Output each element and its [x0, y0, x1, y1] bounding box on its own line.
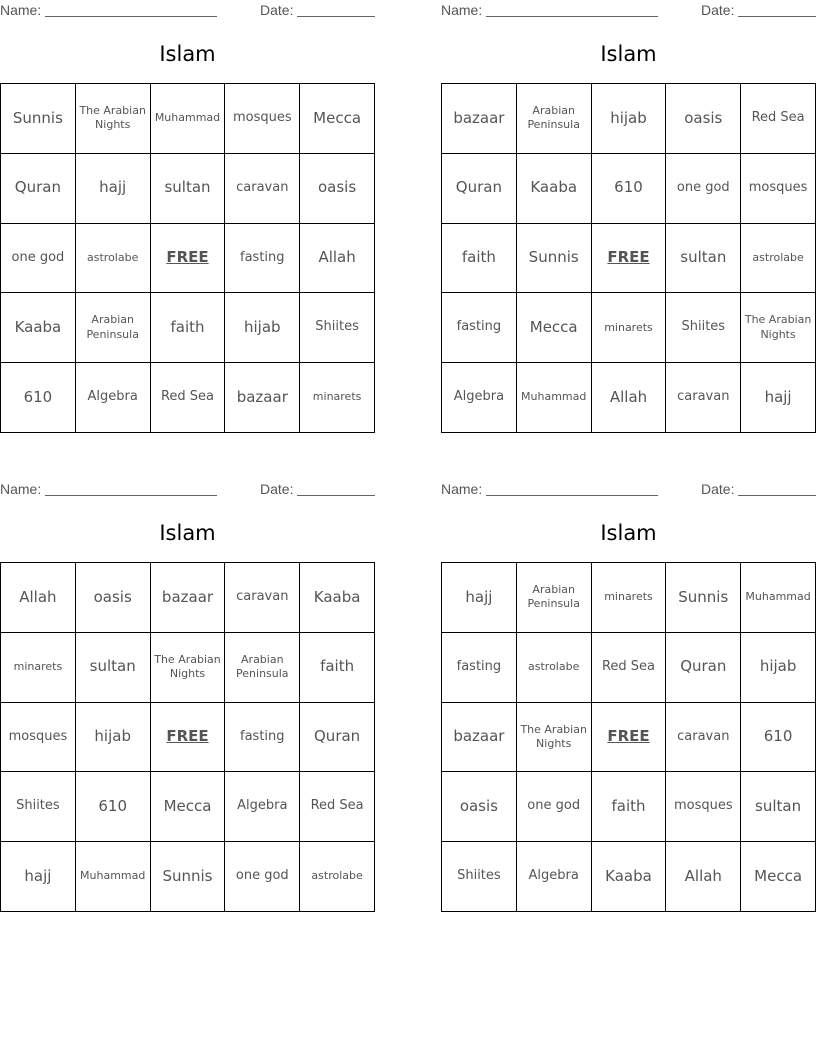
date-line [738, 16, 816, 17]
bingo-cell: The Arabian Nights [151, 633, 226, 703]
bingo-cell: Sunnis [151, 842, 226, 912]
bingo-cell: one god [666, 154, 741, 224]
name-line [45, 495, 217, 496]
free-space: FREE [592, 703, 667, 773]
bingo-cell: Kaaba [592, 842, 667, 912]
bingo-cell: 610 [76, 772, 151, 842]
bingo-cell: Arabian Peninsula [517, 563, 592, 633]
bingo-cell: one god [517, 772, 592, 842]
bingo-cell: Sunnis [1, 84, 76, 154]
bingo-cell: fasting [442, 633, 517, 703]
card-title: Islam [159, 42, 216, 66]
bingo-cell: Quran [442, 154, 517, 224]
bingo-cell: hajj [741, 363, 816, 433]
bingo-cell: hajj [442, 563, 517, 633]
bingo-cell: minarets [300, 363, 375, 433]
bingo-cell: Allah [592, 363, 667, 433]
bingo-cell: Mecca [151, 772, 226, 842]
bingo-cell: Sunnis [666, 563, 741, 633]
bingo-cell: Red Sea [300, 772, 375, 842]
date-label: Date: [260, 2, 294, 18]
bingo-cell: sultan [741, 772, 816, 842]
bingo-cell: astrolabe [517, 633, 592, 703]
bingo-cell: Red Sea [741, 84, 816, 154]
bingo-cell: 610 [1, 363, 76, 433]
card-title: Islam [600, 521, 657, 545]
bingo-cell: Kaaba [517, 154, 592, 224]
name-label: Name: [0, 481, 42, 497]
date-label: Date: [701, 481, 735, 497]
bingo-cell: sultan [76, 633, 151, 703]
bingo-cell: The Arabian Nights [517, 703, 592, 773]
date-line [738, 495, 816, 496]
bingo-cell: oasis [442, 772, 517, 842]
bingo-grid [0, 562, 375, 912]
bingo-cell: mosques [741, 154, 816, 224]
bingo-cell: Kaaba [1, 293, 76, 363]
bingo-card-3 [0, 479, 375, 919]
bingo-cell: Allah [300, 224, 375, 294]
free-space: FREE [592, 224, 667, 294]
bingo-cell: Shiites [442, 842, 517, 912]
card-title: Islam [600, 42, 657, 66]
bingo-cell: Algebra [76, 363, 151, 433]
bingo-cell: hijab [592, 84, 667, 154]
free-space: FREE [151, 224, 226, 294]
bingo-cell: mosques [225, 84, 300, 154]
bingo-cell: astrolabe [741, 224, 816, 294]
bingo-cell: Muhammad [517, 363, 592, 433]
date-line [297, 16, 375, 17]
bingo-cell: minarets [1, 633, 76, 703]
bingo-cell: hajj [1, 842, 76, 912]
date-label: Date: [260, 481, 294, 497]
name-line [486, 16, 658, 17]
bingo-cell: hijab [225, 293, 300, 363]
bingo-cell: faith [151, 293, 226, 363]
bingo-cell: caravan [666, 703, 741, 773]
bingo-cell: Algebra [517, 842, 592, 912]
bingo-cell: faith [592, 772, 667, 842]
bingo-cell: The Arabian Nights [741, 293, 816, 363]
bingo-cell: Red Sea [592, 633, 667, 703]
bingo-cell: mosques [666, 772, 741, 842]
bingo-cell: one god [225, 842, 300, 912]
bingo-cell: 610 [741, 703, 816, 773]
bingo-cell: fasting [225, 703, 300, 773]
bingo-cell: Red Sea [151, 363, 226, 433]
name-label: Name: [441, 2, 483, 18]
bingo-cell: Muhammad [151, 84, 226, 154]
bingo-cell: one god [1, 224, 76, 294]
name-label: Name: [0, 2, 42, 18]
bingo-cell: oasis [666, 84, 741, 154]
free-space: FREE [151, 703, 226, 773]
bingo-grid [441, 562, 816, 912]
bingo-cell: Mecca [517, 293, 592, 363]
bingo-card-2 [441, 0, 816, 440]
bingo-card-4 [441, 479, 816, 919]
bingo-cell: The Arabian Nights [76, 84, 151, 154]
bingo-cell: Algebra [442, 363, 517, 433]
bingo-cell: 610 [592, 154, 667, 224]
bingo-cell: Shiites [300, 293, 375, 363]
bingo-cell: caravan [225, 154, 300, 224]
name-date-header [441, 481, 816, 499]
bingo-cell: mosques [1, 703, 76, 773]
bingo-cell: oasis [300, 154, 375, 224]
bingo-cell: faith [442, 224, 517, 294]
bingo-cell: Shiites [1, 772, 76, 842]
name-line [486, 495, 658, 496]
bingo-cell: Quran [1, 154, 76, 224]
bingo-cell: Quran [300, 703, 375, 773]
bingo-cell: astrolabe [300, 842, 375, 912]
bingo-card-1 [0, 0, 375, 440]
bingo-cell: Allah [1, 563, 76, 633]
bingo-grid [0, 83, 375, 433]
bingo-cell: minarets [592, 293, 667, 363]
bingo-cell: Mecca [741, 842, 816, 912]
bingo-cell: sultan [151, 154, 226, 224]
bingo-cell: hajj [76, 154, 151, 224]
bingo-cell: bazaar [225, 363, 300, 433]
bingo-cell: Muhammad [76, 842, 151, 912]
bingo-cell: Sunnis [517, 224, 592, 294]
bingo-cell: Muhammad [741, 563, 816, 633]
name-date-header [0, 481, 375, 499]
date-label: Date: [701, 2, 735, 18]
bingo-cell: hijab [741, 633, 816, 703]
bingo-cell: Arabian Peninsula [76, 293, 151, 363]
bingo-cell: caravan [225, 563, 300, 633]
bingo-cell: Algebra [225, 772, 300, 842]
bingo-grid [441, 83, 816, 433]
name-label: Name: [441, 481, 483, 497]
name-line [45, 16, 217, 17]
bingo-cell: faith [300, 633, 375, 703]
name-date-header [0, 2, 375, 20]
bingo-cell: Arabian Peninsula [517, 84, 592, 154]
bingo-cell: fasting [225, 224, 300, 294]
date-line [297, 495, 375, 496]
bingo-cell: Allah [666, 842, 741, 912]
bingo-cell: hijab [76, 703, 151, 773]
bingo-cell: Quran [666, 633, 741, 703]
bingo-cell: oasis [76, 563, 151, 633]
name-date-header [441, 2, 816, 20]
bingo-cell: Arabian Peninsula [225, 633, 300, 703]
bingo-cell: Shiites [666, 293, 741, 363]
bingo-cell: caravan [666, 363, 741, 433]
bingo-cell: bazaar [442, 703, 517, 773]
bingo-cell: astrolabe [76, 224, 151, 294]
bingo-cell: bazaar [151, 563, 226, 633]
bingo-cell: minarets [592, 563, 667, 633]
card-title: Islam [159, 521, 216, 545]
bingo-cell: sultan [666, 224, 741, 294]
bingo-cell: Mecca [300, 84, 375, 154]
bingo-cell: bazaar [442, 84, 517, 154]
bingo-cell: fasting [442, 293, 517, 363]
bingo-cell: Kaaba [300, 563, 375, 633]
